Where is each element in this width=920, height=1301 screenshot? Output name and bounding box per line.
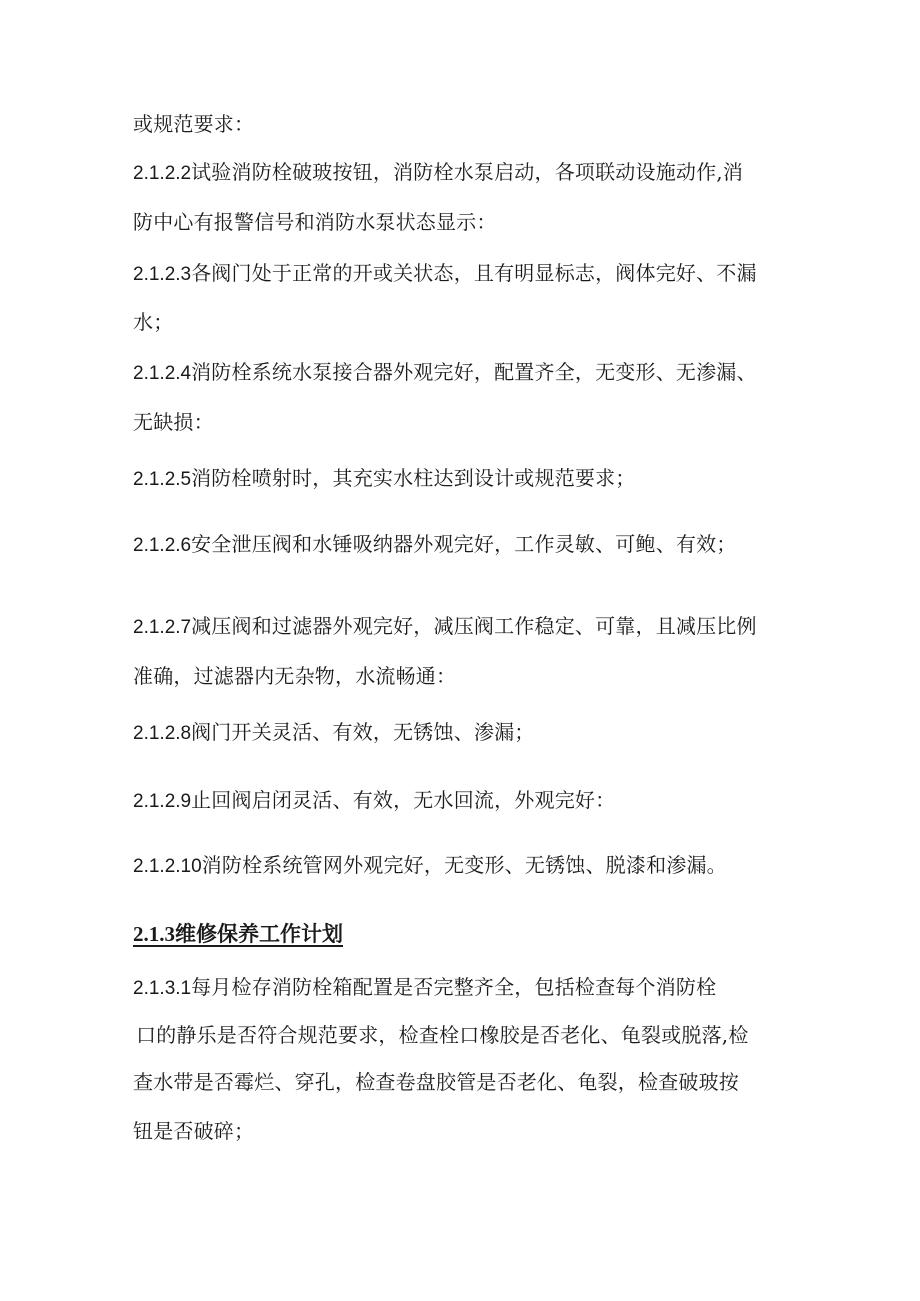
item-number: 2.1.2.8 [133,723,192,744]
item-2-1-2-6 [133,530,737,560]
item-text: 防中心有报警信号和消防水泵状态显示： [133,210,497,234]
section-title: 维修保养工作计划 [175,921,343,946]
item-2-1-3-1-line-4 [133,1117,254,1145]
item-text: 减压阀和过滤器外观完好，减压阀工作稳定、可靠，且减压比例 [191,614,757,638]
item-text: 阀门开关灵活、有效，无锈蚀、渗漏； [191,720,535,744]
continuation-text: 或规范要求： [133,112,255,136]
item-text: 准确，过滤器内无杂物，水流畅通： [133,664,457,688]
item-2-1-3-1-line-3 [133,1068,739,1096]
item-2-1-2-4-line-2 [133,408,214,436]
item-text: 查水带是否霉烂、穿孔，检查卷盘胶管是否老化、龟裂，检查破玻按 [133,1070,739,1094]
item-2-1-2-3-line-2 [133,308,173,336]
item-number: 2.1.2.3 [133,264,192,285]
item-text: 各阀门处于正常的开或关状态，且有明显标志，阀体完好、不漏 [191,261,757,285]
item-2-1-2-2-line-1 [133,158,743,188]
item-2-1-2-2-line-2 [133,208,497,236]
item-text: 安全泄压阀和水锤吸纳器外观完好，工作灵敏、可鲍、有效； [191,532,737,556]
item-number: 2.1.2.4 [133,363,192,384]
section-number: 2.1.3 [133,922,175,946]
item-2-1-2-5 [133,464,636,494]
item-2-1-2-10 [133,851,727,881]
item-2-1-3-1-line-2 [136,1021,749,1049]
item-number: 2.1.2.5 [133,469,192,490]
paragraph-continuation [133,110,254,138]
item-number: 2.1.2.10 [133,856,202,877]
item-text: 无缺损： [133,410,214,434]
item-text: 水； [133,310,174,334]
item-text: 试验消防栓破玻按钮，消防栓水泵启动，各项联动设施动作,消 [191,160,744,184]
item-text: 消防栓系统水泵接合器外观完好，配置齐全，无变形、无渗漏、 [191,360,757,384]
item-2-1-2-7-line-1 [133,612,757,642]
item-text: 口的静乐是否符合规范要求，检查栓口橡胶是否老化、龟裂或脱落,检 [136,1023,749,1047]
item-2-1-2-7-line-2 [133,662,456,690]
item-number: 2.1.2.9 [133,791,192,812]
item-2-1-2-3-line-1 [133,259,757,289]
item-text: 钮是否破碎； [133,1119,255,1143]
item-2-1-3-1-line-1 [133,973,716,1003]
item-2-1-2-4-line-1 [133,358,757,388]
item-2-1-2-9 [133,786,615,816]
item-number: 2.1.2.6 [133,535,192,556]
section-heading [133,919,343,949]
item-text: 每月检存消防栓箱配置是否完整齐全，包括检查每个消防栓 [191,975,717,999]
item-text: 止回阀启闭灵活、有效，无水回流，外观完好： [191,788,616,812]
item-text: 消防栓系统管网外观完好，无变形、无锈蚀、脱漆和渗漏。 [201,853,727,877]
item-number: 2.1.2.7 [133,617,192,638]
item-number: 2.1.3.1 [133,978,192,999]
item-number: 2.1.2.2 [133,163,192,184]
item-text: 消防栓喷射时，其充实水柱达到设计或规范要求； [191,466,636,490]
item-2-1-2-8 [133,718,535,748]
